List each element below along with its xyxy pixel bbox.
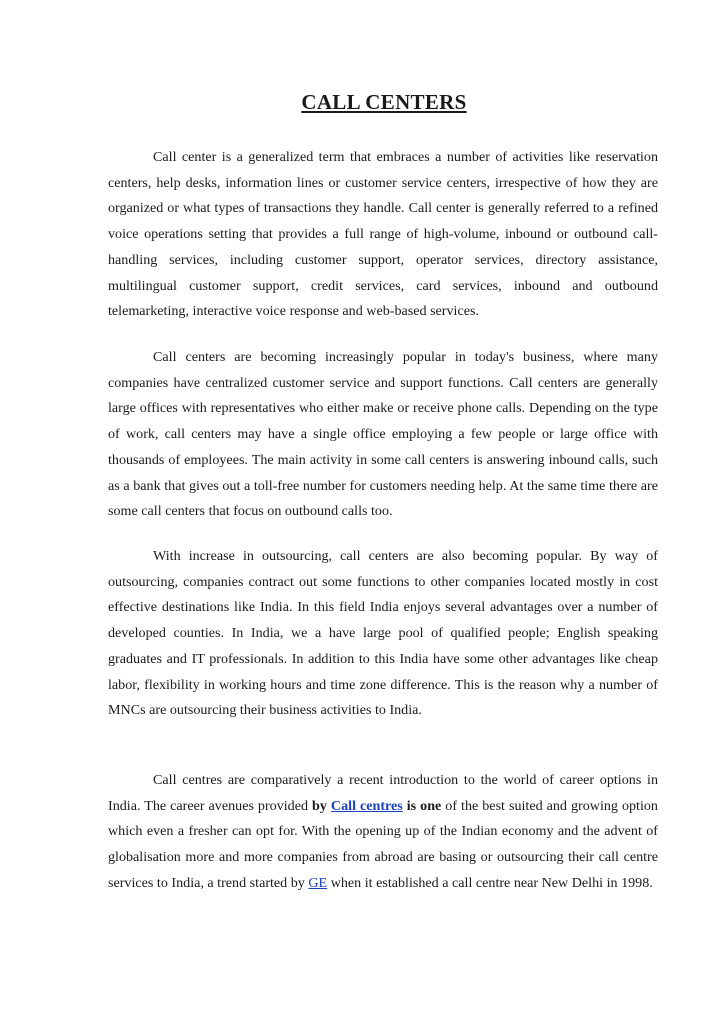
page-title: CALL CENTERS: [301, 90, 467, 114]
paragraph-career-text-1: Call centres are comparatively a recent introduction to the world of career options in India. The career avenues provided: [108, 772, 658, 814]
paragraph-popularity: Call centers are becoming increasingly popular in today's business, where many companies have centralized customer service and support functions. Call centers are generally large offices with representatives who either make or receive phone calls. Depending on the type of work, call centers may have a single office employing a few people or large office with thousands of employees. The main activity in some call centers is answering inbound calls, such as a bank that gives out a toll-free number for customers needing help. At the same time there are some call centers that focus on outbound calls too.: [108, 349, 658, 520]
paragraph-outsourcing: With increase in outsourcing, call centers are also becoming popular. By way of outsourcing, companies contract out some functions to other companies located mostly in cost effective destinations like India. In this field India enjoys several advantages over a number of developed counties. In India, we a have large pool of qualified people; English speaking graduates and IT professionals. In addition to this India have some other advantages like cheap labor, flexibility in working hours and time zone difference. This is the reason why a number of MNCs are outsourcing their business activities to India.: [108, 548, 658, 719]
bold-by-text: by: [312, 797, 327, 814]
paragraph-definition: Call center is a generalized term that embraces a number of activities like reservation centers, help desks, information lines or customer service centers, irrespective of how they are organized or what types of transactions they handle. Call center is generally referred to a refined voice operations setting that provides a full range of high-volume, inbound or outbound call-handling services, including customer support, operator services, directory assistance, multilingual customer support, credit services, card services, inbound and outbound telemarketing, interactive voice response and web-based services.: [108, 149, 658, 320]
ge-link[interactable]: GE: [308, 874, 328, 891]
call-centres-link[interactable]: Call centres: [330, 797, 403, 814]
paragraph-career-text-3: when it established a call centre near New Delhi in 1998.: [327, 874, 653, 891]
paragraph-career-text-2: of the best suited and growing option which even a fresher can opt for. With the opening up of the Indian economy and the advent of globalisation more and more companies from abroad are basing or outsourcing their call centre services to India, a trend started by: [108, 797, 658, 891]
bold-is-one-text: is one: [406, 797, 442, 814]
paragraph-career: [108, 768, 658, 897]
